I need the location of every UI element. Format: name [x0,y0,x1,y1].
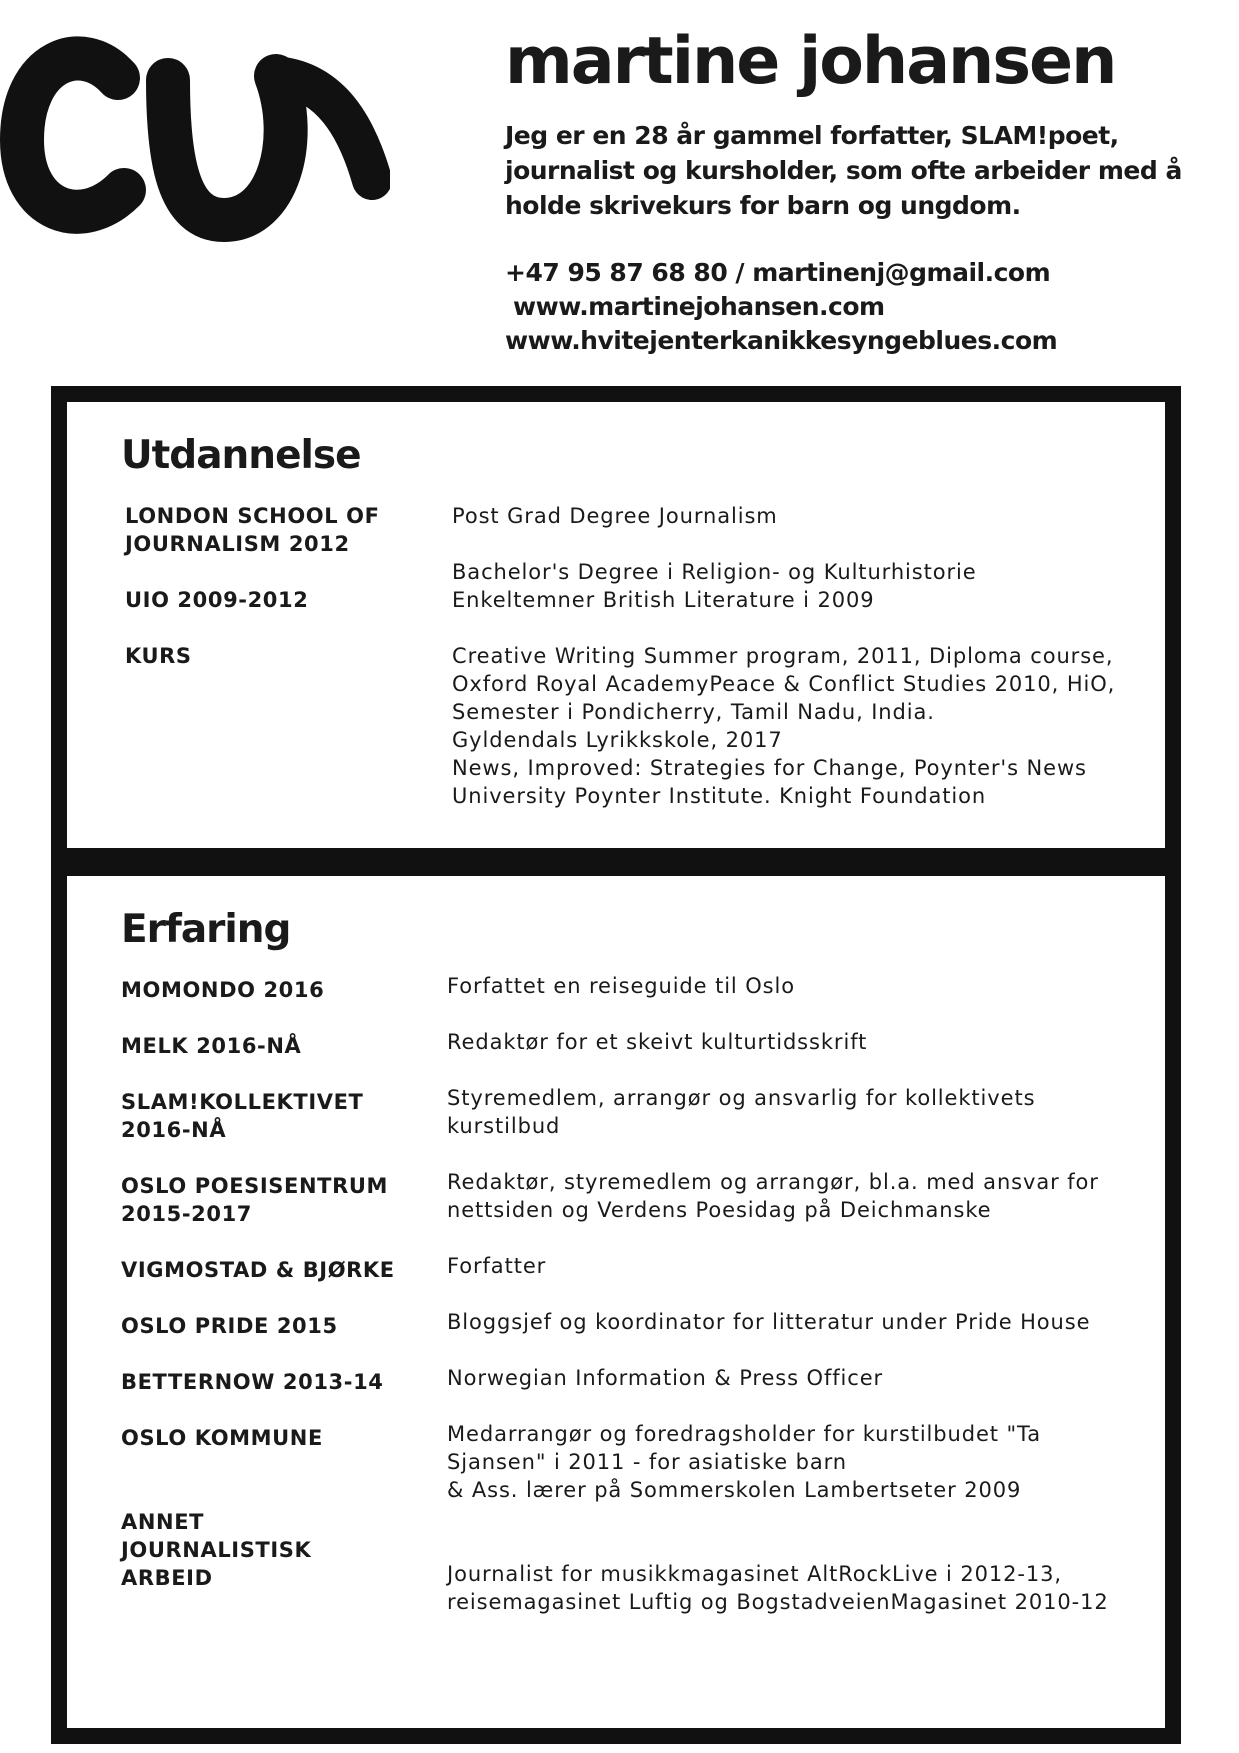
experience-label: VIGMOSTAD & BJØRKE [121,1258,395,1282]
experience-label: ANNET JOURNALISTISK ARBEID [121,1510,312,1590]
experience-desc: Journalist for musikkmagasinet AltRockLive i 2012-13, reisemagasinet Luftig og BogstadveienMagasinet 2010-12 [447,1562,1109,1614]
cv-logo-icon [0,20,390,245]
education-label: KURS [125,644,192,668]
experience-label: MOMONDO 2016 [121,978,325,1002]
experience-label: BETTERNOW 2013-14 [121,1370,384,1394]
experience-label: OSLO KOMMUNE [121,1426,323,1450]
experience-label: MELK 2016-NÅ [121,1034,302,1058]
experience-desc: Redaktør, styremedlem og arrangør, bl.a. med ansvar for nettsiden og Verdens Poesidag på Deichmanske [447,1170,1099,1222]
experience-label: OSLO POESISENTRUM 2015-2017 [121,1174,388,1226]
experience-section [51,860,1181,1744]
education-desc: Bachelor's Degree i Religion- og Kulturhistorie Enkeltemner British Literature i 2009 [452,560,977,612]
experience-desc: Norwegian Information & Press Officer [447,1366,884,1390]
experience-desc: Forfattet en reiseguide til Oslo [447,974,795,998]
intro-text: Jeg er en 28 år gammel forfatter, SLAM!poet, journalist og kursholder, som ofte arbeider med å holde skrivekurs for barn og ungdom. [505,121,1182,220]
contact-block [505,256,1205,358]
experience-desc: Bloggsjef og koordinator for litteratur under Pride House [447,1310,1091,1334]
person-name: martine johansen [505,24,1116,99]
education-desc: Creative Writing Summer program, 2011, Diploma course, Oxford Royal AcademyPeace & Conflict Studies 2010, HiO, Semester i Pondicherry, Tamil Nadu, India. Gyldendals Lyrikkskole, 2017 News, Improved: Strategies for Change, Poynter's News University Poynter Institute. Knight Foundation [452,644,1116,808]
experience-title: Erfaring [121,907,291,952]
website-link-2[interactable]: www.hvitejenterkanikkesyngeblues.com [505,326,1058,355]
experience-desc: Forfatter [447,1254,547,1278]
experience-label: SLAM!KOLLEKTIVET 2016-NÅ [121,1090,364,1142]
education-label: LONDON SCHOOL OF JOURNALISM 2012 [125,504,380,556]
education-title: Utdannelse [121,433,361,478]
phone-email[interactable]: +47 95 87 68 80 / martinenj@gmail.com [505,258,1051,287]
education-desc: Post Grad Degree Journalism [452,504,778,528]
website-link-1[interactable]: www.martinejohansen.com [513,292,885,321]
experience-desc: Redaktør for et skeivt kulturtidsskrift [447,1030,868,1054]
education-section [51,386,1181,864]
experience-desc: Styremedlem, arrangør og ansvarlig for kollektivets kurstilbud [447,1086,1036,1138]
education-label: UIO 2009-2012 [125,588,309,612]
experience-desc: Medarrangør og foredragsholder for kurstilbudet "Ta Sjansen" i 2011 - for asiatiske barn & Ass. lærer på Sommerskolen Lambertseter 2009 [447,1422,1042,1502]
experience-label: OSLO PRIDE 2015 [121,1314,338,1338]
